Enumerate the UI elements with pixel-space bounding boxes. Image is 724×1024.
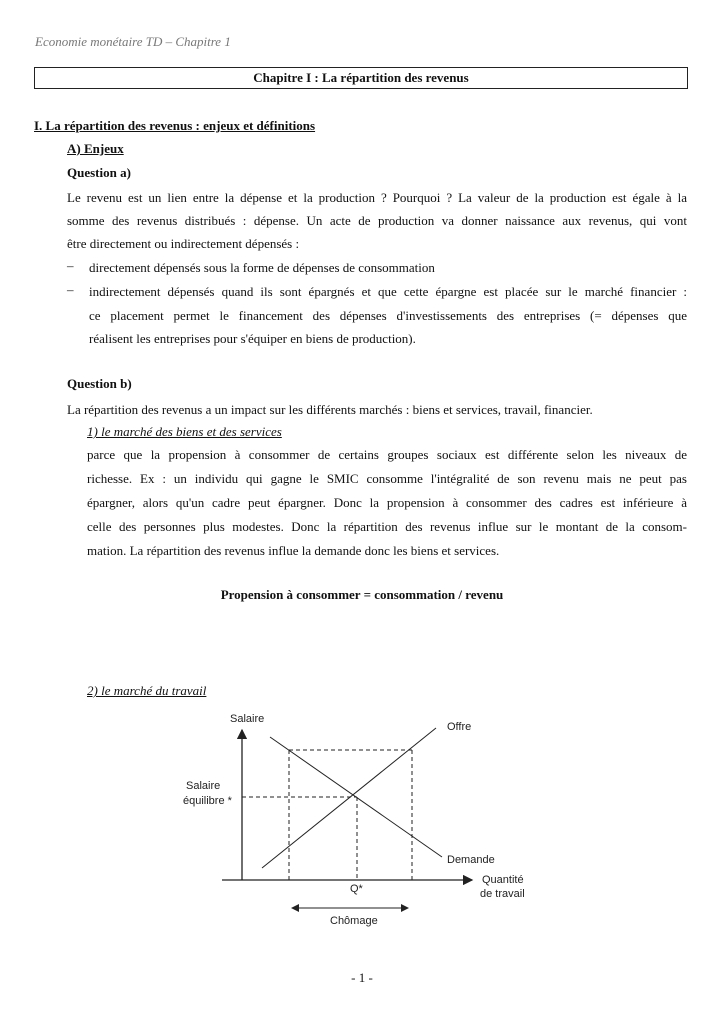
question-a-line: Le revenu est un lien entre la dépense et la production ? Pourquoi ? La valeur de la production est égale à la: [67, 190, 687, 205]
question-a-line: somme des revenus distribués : dépense. Un acte de production va donner naissance aux revenus, qui vont: [67, 213, 687, 228]
bullet-line: ce placement permet le financement des dépenses d'investissements des entreprises (= dépenses que: [89, 308, 687, 323]
bullet-line: indirectement dépensés quand ils sont épargnés et que cette épargne est placée sur le marché financier :: [89, 284, 687, 299]
x-axis-label: de travail: [480, 888, 525, 900]
labor-market-diagram: [0, 700, 724, 940]
bullet-line: réalisent les entreprises pour s'équiper en biens de production).: [89, 331, 416, 346]
market-goods-line: épargner, alors qu'un cadre peut épargner. Donc la propension à consommer des cadres est inférieure à: [87, 495, 687, 510]
bullet-line: directement dépensés sous la forme de dépenses de consommation: [89, 260, 435, 275]
question-b-intro: La répartition des revenus a un impact sur les différents marchés : biens et services, travail, financier.: [67, 402, 593, 417]
market-goods-title: 1) le marché des biens et des services: [87, 424, 282, 439]
unemployment-label: Chômage: [330, 915, 378, 927]
question-a-line: être directement ou indirectement dépensés :: [67, 236, 300, 251]
bullet-dash: –: [67, 282, 74, 297]
demand-label: Demande: [447, 854, 495, 866]
supply-curve: [262, 728, 436, 868]
x-axis-label: Quantité: [482, 874, 524, 886]
chapter-title: Chapitre I : La répartition des revenus: [34, 67, 688, 89]
market-goods-line: celle des personnes plus modestes. Donc la répartition des revenus influe sur le montant de la consom-: [87, 519, 687, 534]
market-goods-line: parce que la propension à consommer de certains groupes sociaux est différente selon les niveaux de: [87, 447, 687, 462]
equilibrium-quantity-label: Q*: [350, 883, 363, 895]
y-axis-label: Salaire: [230, 713, 265, 725]
question-b-label: Question b): [67, 376, 132, 391]
section-title: I. La répartition des revenus : enjeux et définitions: [34, 118, 316, 133]
market-goods-line: richesse. Ex : un individu qui gagne le SMIC consomme l'intégralité de son revenu mais ne peut pas: [87, 471, 687, 486]
subsection-title: A) Enjeux: [67, 141, 124, 156]
equilibrium-wage-label: équilibre *: [183, 795, 232, 807]
question-a-label: Question a): [67, 165, 131, 180]
supply-label: Offre: [447, 721, 472, 733]
market-goods-line: mation. La répartition des revenus influe la demande donc les biens et services.: [87, 543, 500, 558]
page-number: - 1 -: [351, 970, 373, 985]
running-header: Economie monétaire TD – Chapitre 1: [35, 34, 231, 49]
equilibrium-wage-label: Salaire: [186, 780, 221, 792]
market-labor-title: 2) le marché du travail: [87, 683, 207, 698]
formula: Propension à consommer = consommation / revenu: [220, 587, 504, 602]
bullet-dash: –: [67, 258, 74, 273]
